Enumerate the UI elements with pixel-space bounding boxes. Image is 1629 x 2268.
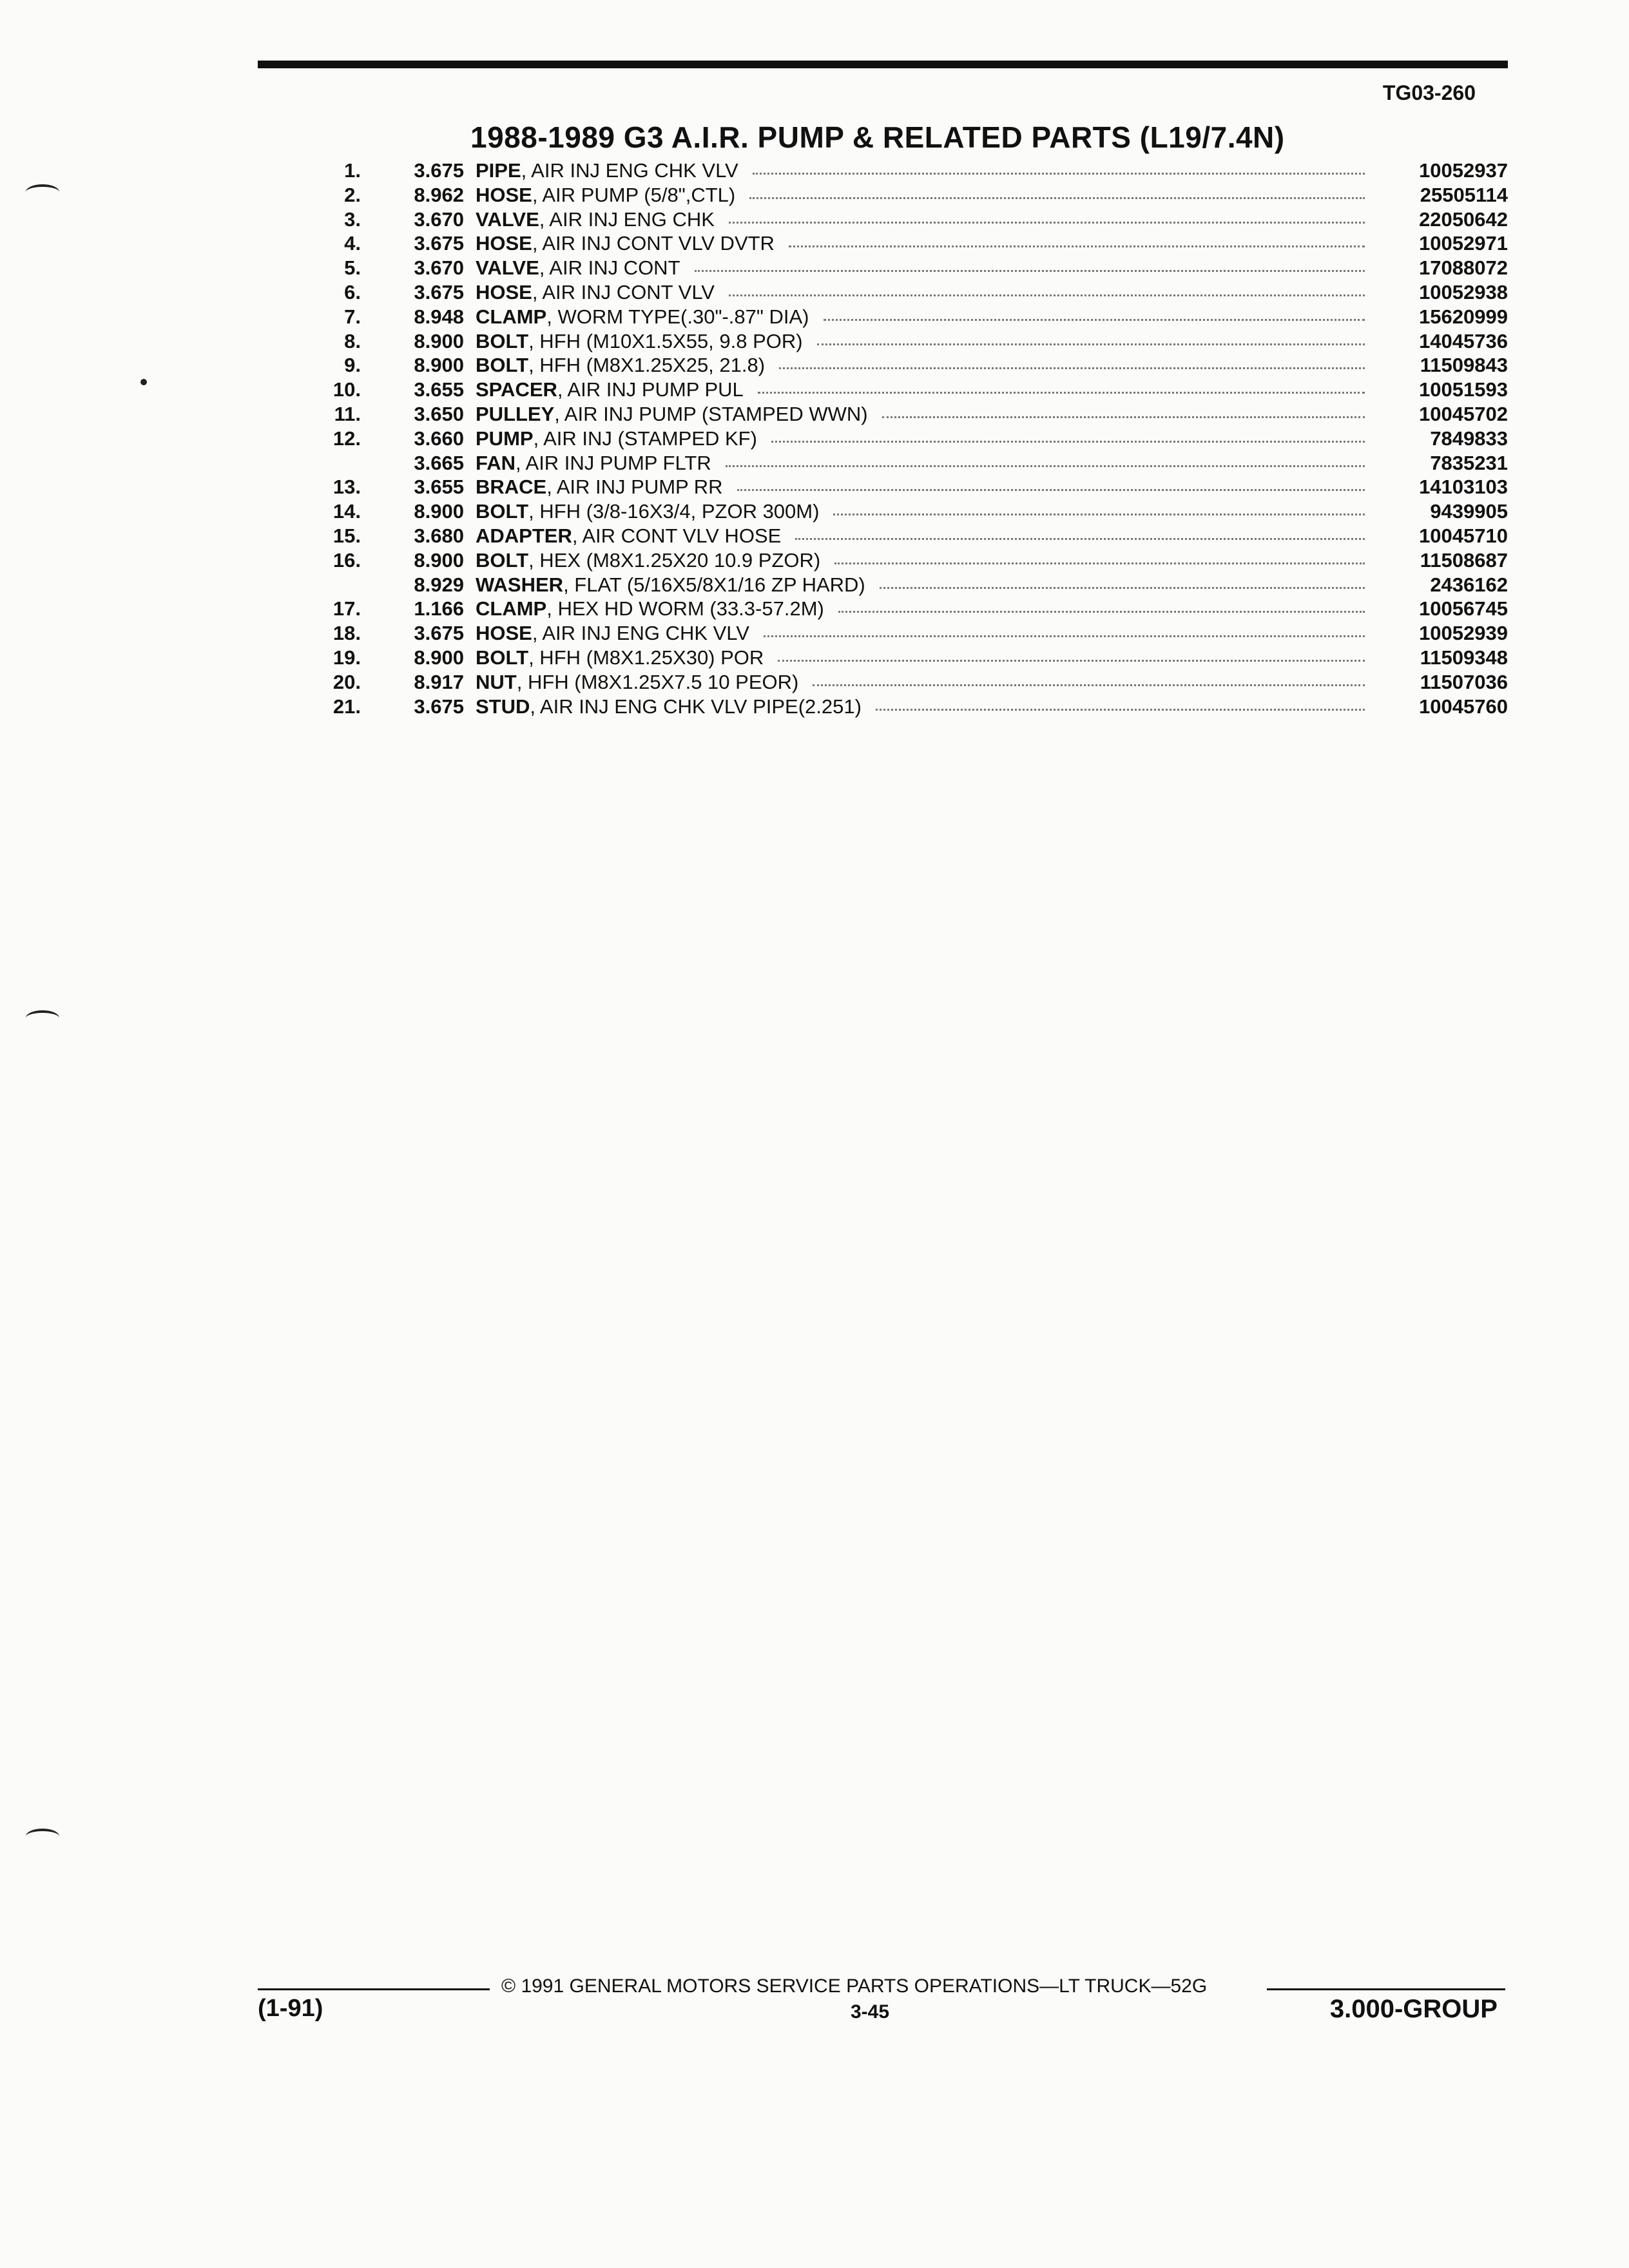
group-code: 3.675 (414, 622, 464, 645)
part-number: 10051593 (1419, 378, 1508, 401)
dot-leader (817, 343, 1365, 345)
part-description: , AIR INJ PUMP PUL (557, 378, 744, 401)
parts-row (284, 499, 1508, 524)
group-code: 8.900 (414, 548, 464, 572)
part-name: HOSE (476, 183, 532, 206)
part-description: , AIR INJ ENG CHK (539, 207, 715, 231)
item-number: 14. (333, 500, 361, 523)
revision-date: (1-91) (258, 1995, 323, 2022)
dot-leader (771, 440, 1365, 443)
item-number: 6. (344, 280, 361, 303)
parts-row (284, 695, 1508, 719)
doc-code: TG03-260 (1382, 81, 1476, 104)
page-title: 1988-1989 G3 A.I.R. PUMP & RELATED PARTS (L19/7.4N) (470, 120, 1285, 154)
item-number: 8. (344, 329, 361, 352)
group-code: 8.900 (414, 646, 464, 669)
part-description: , AIR INJ (STAMPED KF) (533, 427, 757, 450)
group-code: 8.900 (414, 354, 464, 377)
part-number: 2436162 (1430, 573, 1508, 596)
parts-list (284, 159, 1508, 718)
part-name: NUT (476, 670, 517, 693)
part-name: BOLT (476, 329, 529, 352)
dot-leader (789, 245, 1365, 247)
item-number: 5. (344, 256, 361, 280)
group-label: 3.000-GROUP (1329, 1995, 1498, 2023)
part-number: 10052938 (1419, 280, 1508, 303)
part-number: 14103103 (1419, 476, 1508, 499)
parts-row (284, 548, 1508, 573)
parts-row (284, 670, 1508, 695)
part-name: SPACER (476, 378, 557, 401)
parts-row (284, 353, 1508, 378)
part-number: 10052939 (1419, 622, 1508, 645)
part-name: PULLEY (476, 402, 555, 425)
part-description: , HEX HD WORM (33.3-57.2M) (546, 597, 824, 620)
group-code: 3.675 (414, 695, 464, 718)
group-code: 1.166 (414, 597, 464, 620)
item-number: 13. (333, 476, 361, 499)
part-name: BOLT (476, 646, 529, 669)
dot-leader (753, 172, 1365, 175)
parts-row (284, 256, 1508, 280)
dot-leader (726, 465, 1365, 467)
part-description: , HFH (M8X1.25X25, 21.8) (528, 354, 766, 377)
group-code: 3.660 (414, 427, 464, 450)
group-code: 3.675 (414, 232, 464, 255)
part-description: , HFH (M8X1.25X30) POR (528, 646, 764, 669)
dot-leader (695, 269, 1365, 272)
group-code: 3.655 (414, 476, 464, 499)
top-rule (258, 61, 1508, 68)
item-number: 20. (333, 670, 361, 693)
part-number: 10052971 (1419, 232, 1508, 255)
copyright-notice: © 1991 GENERAL MOTORS SERVICE PARTS OPERATIONS—LT TRUCK—52G (501, 1975, 1208, 1997)
part-number: 10056745 (1419, 597, 1508, 620)
dot-leader (880, 586, 1365, 589)
part-number: 11509348 (1420, 646, 1508, 669)
part-description: , HFH (M8X1.25X7.5 10 PEOR) (516, 670, 799, 693)
part-number: 17088072 (1419, 256, 1508, 280)
group-code: 8.917 (414, 670, 464, 693)
part-number: 7849833 (1430, 427, 1508, 450)
part-name: BOLT (476, 354, 529, 377)
part-description: , AIR INJ ENG CHK VLV (521, 159, 738, 182)
parts-row (284, 524, 1508, 548)
item-number: 3. (344, 207, 361, 231)
group-code: 3.670 (414, 256, 464, 280)
part-name: BOLT (476, 500, 529, 523)
part-number: 15620999 (1419, 305, 1508, 328)
part-description: , AIR PUMP (5/8",CTL) (532, 183, 736, 206)
dot-leader (729, 294, 1365, 296)
dot-leader (882, 416, 1365, 418)
group-code: 3.650 (414, 402, 464, 425)
dot-leader (749, 197, 1365, 199)
item-number: 2. (344, 183, 361, 206)
part-description: , AIR INJ CONT (539, 256, 680, 280)
dot-leader (729, 221, 1365, 224)
part-description: , WORM TYPE(.30"-.87" DIA) (546, 305, 809, 328)
part-number: 11509843 (1420, 354, 1508, 377)
parts-row (284, 451, 1508, 476)
part-description: , HFH (3/8-16X3/4, PZOR 300M) (528, 500, 820, 523)
group-code: 8.948 (414, 305, 464, 328)
item-number: 15. (333, 524, 361, 547)
binding-mark (26, 1829, 59, 1844)
item-number: 16. (333, 548, 361, 572)
group-code: 3.670 (414, 207, 464, 231)
part-name: VALVE (476, 256, 539, 280)
parts-row (284, 207, 1508, 232)
item-number: 11. (334, 402, 361, 425)
group-code: 3.655 (414, 378, 464, 401)
part-name: BOLT (476, 548, 529, 572)
part-name: VALVE (476, 207, 539, 231)
part-number: 11508687 (1420, 548, 1508, 572)
page-number: 3-45 (851, 2001, 890, 2023)
part-number: 10045702 (1419, 402, 1508, 425)
part-description: , FLAT (5/16X5/8X1/16 ZP HARD) (563, 573, 865, 596)
part-number: 9439905 (1430, 500, 1508, 523)
parts-row (284, 305, 1508, 329)
part-description: , AIR INJ PUMP RR (546, 476, 723, 499)
parts-row (284, 621, 1508, 646)
part-name: ADAPTER (476, 524, 572, 547)
part-description: , AIR CONT VLV HOSE (572, 524, 782, 547)
group-code: 8.900 (414, 329, 464, 352)
part-name: CLAMP (476, 305, 547, 328)
dot-leader (758, 391, 1365, 394)
item-number: 17. (333, 597, 361, 620)
dot-leader (838, 610, 1365, 613)
item-number: 7. (344, 305, 361, 328)
item-number: 10. (333, 378, 361, 401)
group-code: 3.680 (414, 524, 464, 547)
part-name: PUMP (476, 427, 534, 450)
group-code: 8.900 (414, 500, 464, 523)
part-name: HOSE (476, 232, 532, 255)
dot-leader (778, 659, 1365, 662)
part-name: BRACE (476, 476, 547, 499)
dot-leader (833, 513, 1365, 515)
part-name: CLAMP (476, 597, 547, 620)
part-description: , AIR INJ ENG CHK VLV PIPE(2.251) (530, 695, 862, 718)
footer-rule-left (258, 1988, 490, 1990)
part-description: , AIR INJ CONT VLV DVTR (532, 232, 775, 255)
part-name: FAN (476, 451, 516, 474)
group-code: 3.675 (414, 159, 464, 182)
parts-row (284, 231, 1508, 256)
part-number: 11507036 (1420, 670, 1508, 693)
parts-row (284, 280, 1508, 305)
parts-row (284, 427, 1508, 451)
item-number: 19. (333, 646, 361, 669)
group-code: 3.665 (414, 451, 464, 474)
footer-rule-right (1267, 1988, 1505, 1990)
parts-row (284, 329, 1508, 354)
parts-row (284, 597, 1508, 621)
part-name: PIPE (476, 159, 521, 182)
item-number: 12. (333, 427, 361, 450)
part-description: , AIR INJ PUMP (STAMPED WWN) (554, 402, 868, 425)
binding-mark (26, 1010, 59, 1026)
group-code: 8.962 (414, 183, 464, 206)
item-number: 4. (344, 232, 361, 255)
parts-row (284, 183, 1508, 207)
ink-dot (140, 379, 147, 385)
group-code: 3.675 (414, 280, 464, 303)
parts-row (284, 573, 1508, 597)
part-number: 14045736 (1419, 329, 1508, 352)
parts-row (284, 402, 1508, 427)
item-number: 1. (344, 159, 361, 182)
part-description: , AIR INJ PUMP FLTR (516, 451, 711, 474)
part-number: 10045710 (1419, 524, 1508, 547)
group-code: 8.929 (414, 573, 464, 596)
part-number: 10045760 (1419, 695, 1508, 718)
parts-row (284, 646, 1508, 670)
part-description: , HFH (M10X1.5X55, 9.8 POR) (528, 329, 803, 352)
dot-leader (824, 318, 1365, 321)
item-number: 9. (344, 354, 361, 377)
part-description: , HEX (M8X1.25X20 10.9 PZOR) (528, 548, 821, 572)
part-number: 7835231 (1430, 451, 1508, 474)
dot-leader (813, 684, 1365, 686)
part-name: HOSE (476, 280, 532, 303)
dot-leader (795, 537, 1365, 540)
part-number: 25505114 (1420, 183, 1508, 206)
part-name: STUD (476, 695, 530, 718)
parts-row (284, 378, 1508, 402)
dot-leader (737, 488, 1365, 491)
dot-leader (876, 708, 1365, 711)
part-name: WASHER (476, 573, 564, 596)
dot-leader (834, 562, 1365, 564)
parts-row (284, 159, 1508, 183)
part-description: , AIR INJ ENG CHK VLV (532, 622, 749, 645)
item-number: 21. (333, 695, 361, 718)
part-number: 10052937 (1419, 159, 1508, 182)
parts-row (284, 475, 1508, 499)
item-number: 18. (333, 622, 361, 645)
part-name: HOSE (476, 622, 532, 645)
dot-leader (764, 635, 1365, 637)
dot-leader (779, 367, 1365, 369)
part-number: 22050642 (1419, 207, 1508, 231)
part-description: , AIR INJ CONT VLV (532, 280, 715, 303)
binding-mark (26, 184, 59, 200)
